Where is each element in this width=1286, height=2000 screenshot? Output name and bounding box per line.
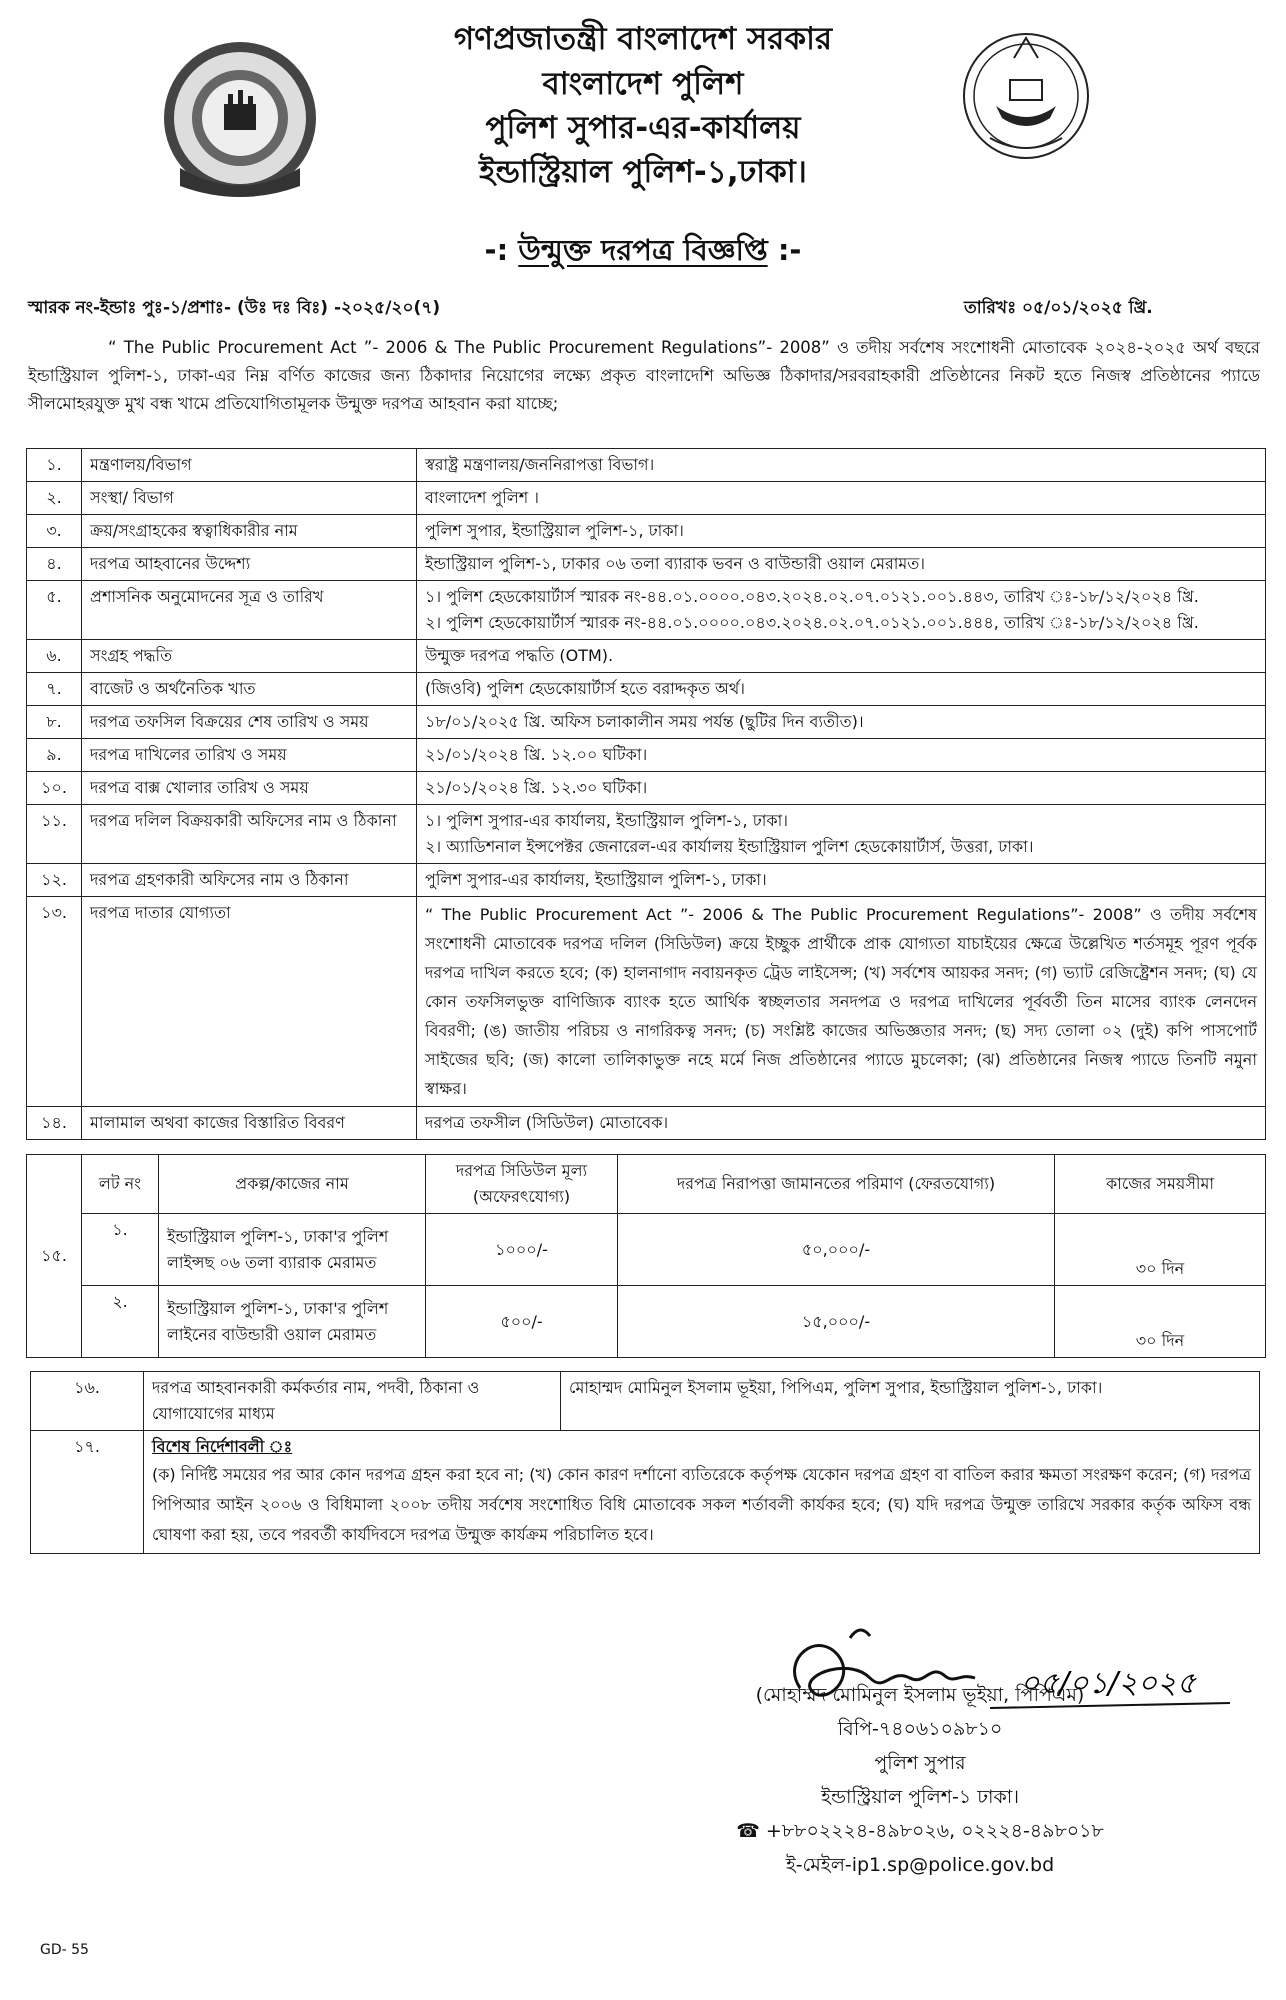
row-value: “ The Public Procurement Act ”- 2006 & The Public Procurement Regulations”- 2008” ও তদীয় সর্বশেষ সংশোধনী মোতাবেক দরপত্র দলিল (সিডিউল) ক্রয়ে ইচ্ছুক প্রার্থীকে প্রাক যোগ্যতা যাচাইয়ের ক্ষেত্রে উল্লেখিত শর্তসমূহ পূরণ পূর্বক দরপত্র দাখিল করতে হবে; (ক) হালনাগাদ নবায়নকৃত ট্রেড লাইসেন্স; (খ) সর্বশেষ আয়কর সনদ; (গ) ভ্যাট রেজিষ্ট্রেশন সনদ; (ঘ) যে কোন তফসিলভুক্ত বাণিজ্যিক ব্যাংক হতে আর্থিক স্বচ্ছলতার সনদপত্র ও দরপত্র দাখিলের পূর্ববর্তী তিন মাসের ব্যাংক লেনদেন বিবরণী; (ঙ) জাতীয় পরিচয় ও নাগরিকত্ব সনদ; (চ) সংশ্লিষ্ট কাজের অভিজ্ঞতার সনদ; (ছ) সদ্য তোলা ০২ (দুই) কপি পাসপোর্ট সাইজের ছবি; (জ) কালো তালিকাভুক্ত নহে মর্মে নিজ প্রতিষ্ঠানের প্যাডে মুচলেকা; (ঝ) প্রতিষ্ঠানের নিজস্ব প্যাডে তিনটি নমুনা স্বাক্ষর। xyxy=(417,897,1266,1107)
table-row xyxy=(31,1431,1260,1554)
signature-date: ০৫/০১/২০২৫ xyxy=(1020,1666,1197,1701)
tender-details-table xyxy=(26,448,1266,1140)
lot-row-number: ১৫. xyxy=(27,1155,82,1358)
table-row xyxy=(27,864,1266,897)
row-number: ৫. xyxy=(27,581,82,640)
row-label: সংস্থা/ বিভাগ xyxy=(82,482,417,515)
row-value xyxy=(417,581,1266,640)
row-value-line: ১। পুলিশ সুপার-এর কার্যালয়, ইন্ডাস্ট্রিয়াল পুলিশ-১, ঢাকা। xyxy=(425,811,788,830)
memo-date: তারিখঃ ০৫/০১/২০২৫ খ্রি. xyxy=(964,298,1153,318)
lot-time: ৩০ দিন xyxy=(1055,1286,1266,1358)
header-line-government: গণপ্রজাতন্ত্রী বাংলাদেশ সরকার xyxy=(453,21,833,57)
table-row xyxy=(27,482,1266,515)
table-row xyxy=(27,640,1266,673)
table-row xyxy=(27,449,1266,482)
signature-block xyxy=(600,1610,1240,1882)
lot-header-row xyxy=(27,1155,1266,1214)
row-value-block xyxy=(144,1431,1260,1554)
row-number: ৬. xyxy=(27,640,82,673)
notice-title-suffix: :- xyxy=(777,233,802,267)
row-number: ৯. xyxy=(27,739,82,772)
row-number: ১০. xyxy=(27,772,82,805)
table-row xyxy=(27,706,1266,739)
additional-info-table xyxy=(30,1371,1260,1554)
row-number: ১৪. xyxy=(27,1107,82,1140)
header-line-office: পুলিশ সুপার-এর-কার্যালয় xyxy=(485,110,801,146)
row-label: সংগ্রহ পদ্ধতি xyxy=(82,640,417,673)
special-instructions-title: বিশেষ নির্দেশাবলী ঃ xyxy=(152,1437,293,1456)
row-label: ক্রয়/সংগ্রাহকের স্বত্বাধিকারীর নাম xyxy=(82,515,417,548)
lot-number: ২. xyxy=(82,1286,159,1358)
row-number: ৮. xyxy=(27,706,82,739)
row-value xyxy=(417,805,1266,864)
row-number: ১২. xyxy=(27,864,82,897)
signatory-office: ইন্ডাস্ট্রিয়াল পুলিশ-১ ঢাকা। xyxy=(820,1786,1020,1808)
row-value: ১৮/০১/২০২৫ খ্রি. অফিস চলাকালীন সময় পর্যন্ত (ছুটির দিন ব্যতীত)। xyxy=(417,706,1266,739)
lot-header: লট নং xyxy=(82,1155,159,1214)
row-label: দরপত্র আহবানকারী কর্মকর্তার নাম, পদবী, ঠিকানা ও যোগাযোগের মাধ্যম xyxy=(144,1372,561,1431)
row-label: দরপত্র গ্রহণকারী অফিসের নাম ও ঠিকানা xyxy=(82,864,417,897)
row-label: দরপত্র বাক্স খোলার তারিখ ও সময় xyxy=(82,772,417,805)
lot-name: ইন্ডাস্ট্রিয়াল পুলিশ-১, ঢাকা'র পুলিশ লাইন্সছ ০৬ তলা ব্যারাক মেরামত xyxy=(159,1214,426,1286)
lot-time: ৩০ দিন xyxy=(1055,1214,1266,1286)
row-label: মন্ত্রণালয়/বিভাগ xyxy=(82,449,417,482)
notice-title xyxy=(0,228,1286,277)
signatory-name: (মোহাম্মদ মোমিনুল ইসলাম ভূইয়া, পিপিএম) xyxy=(755,1684,1085,1706)
header-line-unit: ইন্ডাস্ট্রিয়াল পুলিশ-১,ঢাকা। xyxy=(479,154,807,190)
row-label: বাজেট ও অর্থনৈতিক খাত xyxy=(82,673,417,706)
notice-title-prefix: -: xyxy=(484,233,509,267)
row-value: বাংলাদেশ পুলিশ । xyxy=(417,482,1266,515)
row-value: ২১/০১/২০২৪ খ্রি. ১২.৩০ ঘটিকা। xyxy=(417,772,1266,805)
row-value: ইন্ডাস্ট্রিয়াল পুলিশ-১, ঢাকার ০৬ তলা ব্যারাক ভবন ও বাউন্ডারী ওয়াল মেরামত। xyxy=(417,548,1266,581)
table-row xyxy=(27,897,1266,1107)
lot-security: ১৫,০০০/- xyxy=(618,1286,1055,1358)
row-number: ১১. xyxy=(27,805,82,864)
row-number: ৭. xyxy=(27,673,82,706)
row-value: মোহাম্মদ মোমিনুল ইসলাম ভূইয়া, পিপিএম, পুলিশ সুপার, ইন্ডাস্ট্রিয়াল পুলিশ-১, ঢাকা। xyxy=(561,1372,1260,1431)
table-row xyxy=(27,772,1266,805)
bangladesh-police-emblem-icon xyxy=(954,18,1098,166)
lot-header: দরপত্র সিডিউল মূল্য (অফেরৎযোগ্য) xyxy=(426,1155,618,1214)
special-instructions-text: (ক) নির্দিষ্ট সময়ের পর আর কোন দরপত্র গ্রহন করা হবে না; (খ) কোন কারণ দর্শানো ব্যতিরেকে কর্তৃপক্ষ যেকোন দরপত্র গ্রহণ বা বাতিল করার ক্ষমতা সংরক্ষণ করেন; (গ) দরপত্র পিপিআর আইন ২০০৬ ও বিধিমালা ২০০৮ তদীয় সর্বশেষ সংশোধিত বিধি মোতাবেক সকল শর্তাবলী কার্যকর হবে; (ঘ) যদি দরপত্র উন্মুক্ত তারিখে সরকার কর্তৃক অফিস বন্ধ ঘোষণা করা হয়, তবে পরবর্তী কার্যদিবসে দরপত্র উন্মুক্ত কার্যক্রম পরিচালিত হবে। xyxy=(152,1465,1251,1544)
notice-title-text: উন্মুক্ত দরপত্র বিজ্ঞপ্তি xyxy=(518,233,768,267)
row-value: দরপত্র তফসীল (সিডিউল) মোতাবেক। xyxy=(417,1107,1266,1140)
row-value: স্বরাষ্ট্র মন্ত্রণালয়/জননিরাপত্তা বিভাগ। xyxy=(417,449,1266,482)
table-row xyxy=(27,1107,1266,1140)
row-value: পুলিশ সুপার, ইন্ডাস্ট্রিয়াল পুলিশ-১, ঢাকা। xyxy=(417,515,1266,548)
table-row xyxy=(31,1372,1260,1431)
table-row xyxy=(27,805,1266,864)
row-number: ১৬. xyxy=(31,1372,144,1431)
lot-header: দরপত্র নিরাপত্তা জামানতের পরিমাণ (ফেরতযোগ্য) xyxy=(618,1155,1055,1214)
row-number: ৩. xyxy=(27,515,82,548)
table-row xyxy=(27,739,1266,772)
row-label: দরপত্র দলিল বিক্রয়কারী অফিসের নাম ও ঠিকানা xyxy=(82,805,417,864)
lot-number: ১. xyxy=(82,1214,159,1286)
industrial-police-logo-icon xyxy=(160,38,320,198)
lot-table xyxy=(26,1154,1266,1358)
row-value: (জিওবি) পুলিশ হেডকোয়ার্টার্স হতে বরাদ্দকৃত অর্থ। xyxy=(417,673,1266,706)
intro-paragraph: “ The Public Procurement Act ”- 2006 & The Public Procurement Regulations”- 2008” ও তদীয় সর্বশেষ সংশোধনী মোতাবেক ২০২৪-২০২৫ অর্থ বছরে ইন্ডাস্ট্রিয়াল পুলিশ-১, ঢাকা-এর নিম্ন বর্ণিত কাজের জন্য ঠিকাদার নিয়োগের লক্ষ্যে প্রকৃত বাংলাদেশি অভিজ্ঞ ঠিকাদার/সরবরাহকারী প্রতিষ্ঠানের নিকট হতে নিজস্ব প্রতিষ্ঠানের প্যাডে সীলমোহরযুক্ত মুখ বন্ধ খামে প্রতিযোগিতামূলক উন্মুক্ত দরপত্র আহবান করা যাচ্ছে; xyxy=(28,338,1260,413)
row-value: পুলিশ সুপার-এর কার্যালয়, ইন্ডাস্ট্রিয়াল পুলিশ-১, ঢাকা। xyxy=(417,864,1266,897)
row-label: দরপত্র দাতার যোগ্যতা xyxy=(82,897,417,1107)
row-number: ১৭. xyxy=(31,1431,144,1554)
row-label: দরপত্র আহবানের উদ্দেশ্য xyxy=(82,548,417,581)
lot-price: ৫০০/- xyxy=(426,1286,618,1358)
footer-code: GD- 55 xyxy=(40,1942,89,1958)
row-label: প্রশাসনিক অনুমোদনের সূত্র ও তারিখ xyxy=(82,581,417,640)
lot-header: কাজের সময়সীমা xyxy=(1055,1155,1266,1214)
header-line-police: বাংলাদেশ পুলিশ xyxy=(542,66,744,102)
row-value-line: ২। অ্যাডিশনাল ইন্সপেক্টর জেনারেল-এর কার্যালয় ইন্ডাস্ট্রিয়াল পুলিশ হেডকোয়ার্টার্স, উত্তরা, ঢাকা। xyxy=(425,837,1034,856)
signatory-email: ই-মেইল-ip1.sp@police.gov.bd xyxy=(785,1854,1055,1876)
memo-number: স্মারক নং-ইন্ডাঃ পুঃ-১/প্রশাঃ- (উঃ দঃ বিঃ) -২০২৫/২০(৭) xyxy=(28,298,441,318)
table-row xyxy=(27,673,1266,706)
signatory-designation: পুলিশ সুপার xyxy=(874,1752,966,1774)
lot-name: ইন্ডাস্ট্রিয়াল পুলিশ-১, ঢাকা'র পুলিশ লাইনের বাউন্ডারী ওয়াল মেরামত xyxy=(159,1286,426,1358)
signatory-phone: ☎ +৮৮০২২২৪-৪৯৮০২৬, ০২২২৪-৪৯৮০১৮ xyxy=(736,1820,1104,1842)
lot-security: ৫০,০০০/- xyxy=(618,1214,1055,1286)
lot-header: প্রকল্প/কাজের নাম xyxy=(159,1155,426,1214)
row-label: দরপত্র দাখিলের তারিখ ও সময় xyxy=(82,739,417,772)
row-number: ৪. xyxy=(27,548,82,581)
row-number: ২. xyxy=(27,482,82,515)
row-value-line: ২। পুলিশ হেডকোয়ার্টার্স স্মারক নং-৪৪.০১.০০০০.০৪৩.২০২৪.০২.০৭.০১২১.০০১.৪৪৪, তারিখ ঃ-১৮/১২/২০২৪ খ্রি. xyxy=(425,613,1199,632)
row-label: দরপত্র তফসিল বিক্রয়ের শেষ তারিখ ও সময় xyxy=(82,706,417,739)
lot-row xyxy=(27,1286,1266,1358)
row-value-line: ১। পুলিশ হেডকোয়ার্টার্স স্মারক নং-৪৪.০১.০০০০.০৪৩.২০২৪.০২.০৭.০১২১.০০১.৪৪৩, তারিখ ঃ-১৮/১২/২০২৪ খ্রি. xyxy=(425,587,1199,606)
signatory-bp-number: বিপি-৭৪০৬১০৯৮১০ xyxy=(837,1718,1003,1740)
row-value: ২১/০১/২০২৪ খ্রি. ১২.০০ ঘটিকা। xyxy=(417,739,1266,772)
row-number: ১. xyxy=(27,449,82,482)
lot-price: ১০০০/- xyxy=(426,1214,618,1286)
lot-row xyxy=(27,1214,1266,1286)
table-row xyxy=(27,515,1266,548)
row-label: মালামাল অথবা কাজের বিস্তারিত বিবরণ xyxy=(82,1107,417,1140)
row-number: ১৩. xyxy=(27,897,82,1107)
table-row xyxy=(27,581,1266,640)
row-value: উন্মুক্ত দরপত্র পদ্ধতি (OTM). xyxy=(417,640,1266,673)
document-header xyxy=(330,16,956,194)
table-row xyxy=(27,548,1266,581)
